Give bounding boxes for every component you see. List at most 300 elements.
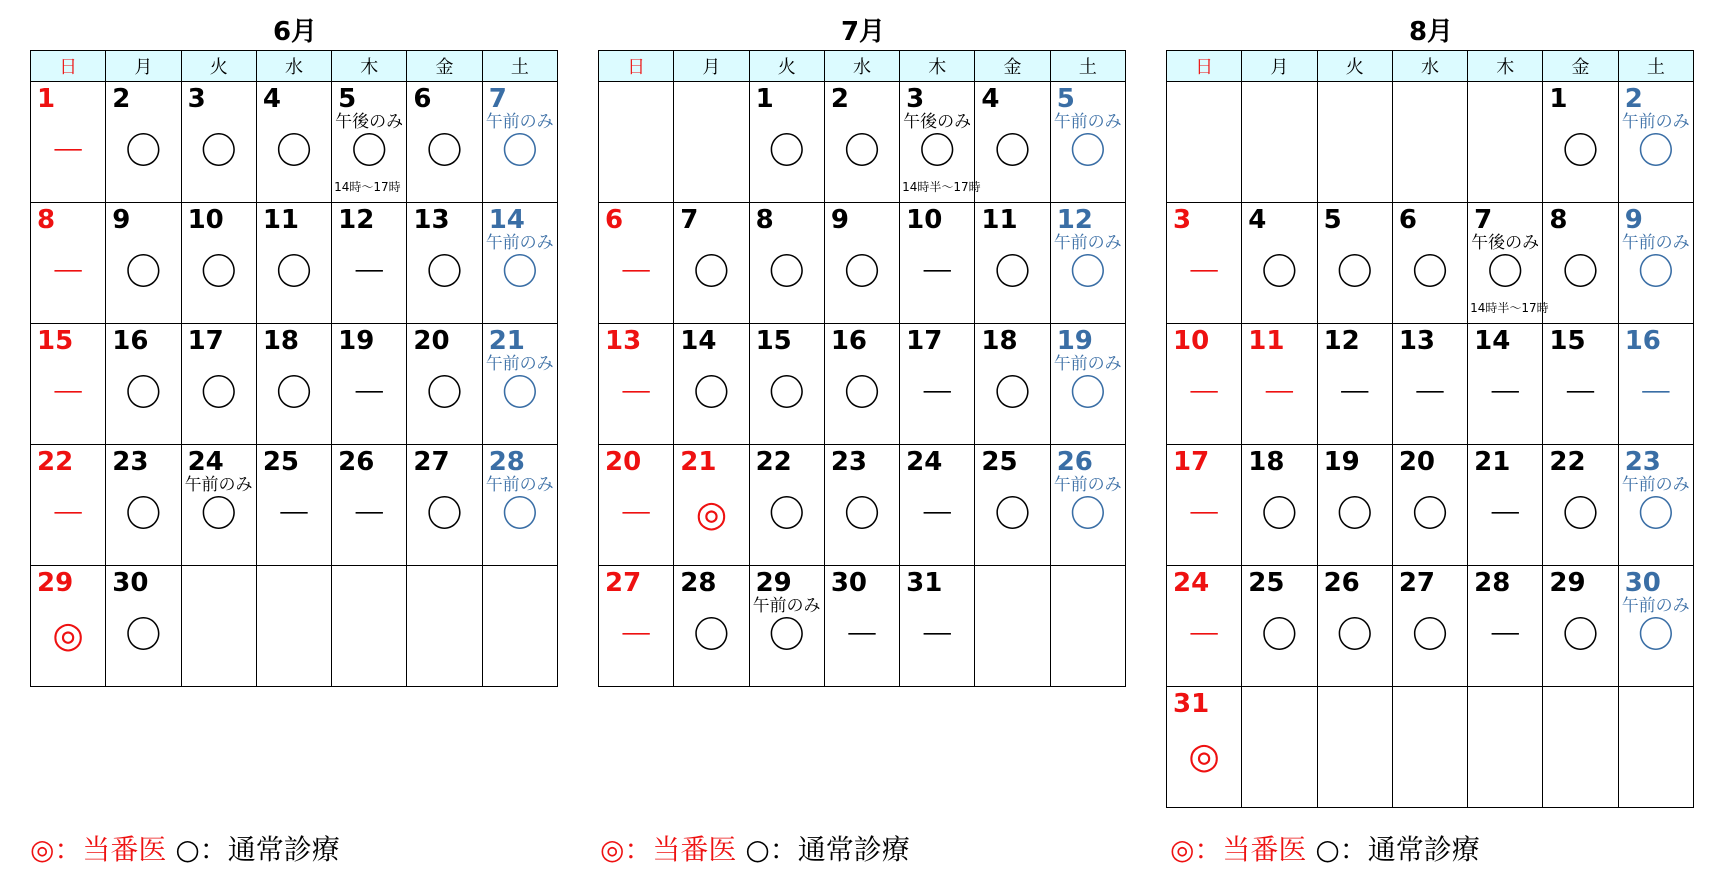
day-cell — [256, 82, 331, 203]
weekday-header: 日 — [599, 51, 674, 82]
day-number: 5 — [1323, 205, 1342, 235]
open-mark: 〇 — [125, 373, 162, 414]
month-title: 7月 — [840, 17, 886, 47]
day-cell — [407, 324, 482, 445]
day-cell — [1392, 445, 1467, 566]
open-mark: 〇 — [768, 494, 805, 535]
day-cell — [1618, 687, 1693, 808]
duty-mark: ◎ — [52, 615, 84, 656]
day-cell — [332, 324, 407, 445]
closed-mark: － — [1336, 373, 1373, 414]
day-number: 10 — [187, 205, 224, 235]
open-mark: 〇 — [1336, 494, 1373, 535]
day-cell — [407, 445, 482, 566]
open-mark: 〇 — [994, 494, 1031, 535]
open-mark: 〇 — [994, 373, 1031, 414]
weekday-header: 水 — [256, 51, 331, 82]
hours-note: 午後のみ — [335, 112, 404, 132]
day-cell — [1242, 82, 1317, 203]
day-number: 9 — [112, 205, 131, 235]
day-cell — [1242, 687, 1317, 808]
open-mark: 〇 — [768, 373, 805, 414]
day-number: 15 — [1549, 326, 1586, 356]
day-cell — [975, 82, 1050, 203]
day-number: 2 — [830, 84, 849, 114]
day-number: 11 — [262, 205, 300, 235]
open-mark: 〇 — [200, 373, 237, 414]
day-number: 12 — [1056, 205, 1093, 235]
day-cell — [599, 324, 674, 445]
closed-mark: － — [1637, 373, 1674, 414]
day-number: 6 — [1398, 205, 1417, 235]
day-cell — [1468, 82, 1543, 203]
day-number: 18 — [981, 326, 1018, 356]
day-cell — [1543, 445, 1618, 566]
day-cell — [749, 324, 824, 445]
day-cell — [674, 203, 749, 324]
day-number: 26 — [1056, 447, 1093, 477]
day-cell — [256, 203, 331, 324]
legend-normal: ○：通常診療 — [745, 833, 910, 866]
day-cell — [106, 203, 181, 324]
day-cell — [482, 203, 557, 324]
hours-note: 午前のみ — [1621, 233, 1690, 253]
day-number: 2 — [1624, 84, 1643, 114]
day-cell — [824, 203, 899, 324]
day-cell — [181, 566, 256, 687]
day-number: 11 — [981, 205, 1018, 235]
day-number: 15 — [755, 326, 792, 356]
open-mark: 〇 — [426, 252, 463, 293]
open-mark: 〇 — [1069, 252, 1106, 293]
day-cell — [1050, 445, 1125, 566]
month-title: 8月 — [1408, 17, 1454, 47]
open-mark: 〇 — [125, 615, 162, 656]
day-number: 21 — [1474, 447, 1511, 477]
open-mark: 〇 — [501, 131, 538, 172]
weekday-header: 土 — [1618, 51, 1693, 82]
week-row — [1167, 82, 1694, 203]
hours-note: 午前のみ — [1053, 112, 1122, 132]
closed-mark: － — [1487, 494, 1524, 535]
open-mark: 〇 — [843, 494, 880, 535]
open-mark: 〇 — [351, 131, 388, 172]
closed-mark: － — [50, 373, 87, 414]
open-mark: 〇 — [1411, 494, 1448, 535]
day-number: 30 — [112, 568, 149, 598]
week-row — [599, 445, 1126, 566]
hours-note: 午前のみ — [1621, 112, 1690, 132]
day-cell — [256, 566, 331, 687]
day-cell — [482, 324, 557, 445]
day-number: 23 — [112, 447, 149, 477]
week-row — [31, 82, 558, 203]
day-cell — [31, 203, 106, 324]
weekday-header: 月 — [674, 51, 749, 82]
closed-mark: － — [1562, 373, 1599, 414]
day-number: 15 — [37, 326, 74, 356]
day-number: 26 — [1323, 568, 1360, 598]
day-number: 17 — [1173, 447, 1210, 477]
day-cell — [599, 203, 674, 324]
week-row — [1167, 566, 1694, 687]
day-cell — [749, 82, 824, 203]
day-number: 28 — [488, 447, 525, 477]
day-number: 27 — [1398, 568, 1436, 598]
day-cell — [1543, 566, 1618, 687]
day-cell — [599, 82, 674, 203]
day-cell — [106, 82, 181, 203]
open-mark: 〇 — [501, 494, 538, 535]
hours-note: 午前のみ — [485, 354, 554, 374]
closed-mark: － — [919, 252, 956, 293]
day-cell — [1392, 687, 1467, 808]
weekday-header: 木 — [1468, 51, 1543, 82]
day-number: 22 — [755, 447, 792, 477]
hours-note: 午前のみ — [1621, 475, 1690, 495]
open-mark: 〇 — [1336, 615, 1373, 656]
day-cell — [900, 445, 975, 566]
day-number: 18 — [262, 326, 300, 356]
open-mark: 〇 — [994, 131, 1031, 172]
closed-mark: － — [275, 494, 312, 535]
day-cell — [1468, 566, 1543, 687]
open-mark: 〇 — [994, 252, 1031, 293]
day-cell — [1543, 82, 1618, 203]
day-number: 3 — [906, 84, 925, 114]
open-mark: 〇 — [1069, 131, 1106, 172]
week-row — [599, 82, 1126, 203]
closed-mark: － — [50, 131, 87, 172]
open-mark: 〇 — [200, 494, 237, 535]
day-cell — [106, 566, 181, 687]
day-number: 13 — [605, 326, 642, 356]
day-number: 26 — [338, 447, 375, 477]
day-cell — [181, 203, 256, 324]
hours-note: 午前のみ — [1053, 354, 1122, 374]
open-mark: 〇 — [1411, 252, 1448, 293]
day-cell — [106, 324, 181, 445]
day-number: 20 — [413, 326, 450, 356]
day-number: 31 — [1173, 689, 1210, 719]
day-number: 29 — [37, 568, 74, 598]
day-cell — [1618, 324, 1693, 445]
legend-normal: ○：通常診療 — [175, 833, 340, 866]
day-number: 31 — [906, 568, 943, 598]
day-number: 13 — [413, 205, 450, 235]
day-cell — [1618, 82, 1693, 203]
day-number: 28 — [680, 568, 717, 598]
day-cell — [1242, 324, 1317, 445]
open-mark: 〇 — [693, 615, 730, 656]
day-number: 13 — [1398, 326, 1436, 356]
day-cell — [749, 445, 824, 566]
hours-footnote: 14時半～17時 — [902, 180, 981, 194]
day-number: 5 — [1056, 84, 1075, 114]
week-row — [599, 203, 1126, 324]
legend-june — [30, 828, 340, 868]
day-number: 29 — [755, 568, 792, 598]
duty-mark: ◎ — [1188, 736, 1220, 777]
day-cell — [674, 566, 749, 687]
day-number: 8 — [1549, 205, 1568, 235]
open-mark: 〇 — [1562, 252, 1599, 293]
weekday-header: 月 — [106, 51, 181, 82]
day-number: 1 — [755, 84, 774, 114]
day-number: 23 — [1624, 447, 1661, 477]
day-cell — [332, 445, 407, 566]
day-cell — [31, 82, 106, 203]
day-number: 19 — [1056, 326, 1093, 356]
month-calendar — [1166, 14, 1696, 808]
hours-footnote: 14時～17時 — [334, 180, 401, 194]
day-cell — [1392, 203, 1467, 324]
day-cell — [1167, 203, 1242, 324]
open-mark: 〇 — [843, 373, 880, 414]
day-cell — [1543, 324, 1618, 445]
month-calendar — [598, 14, 1128, 687]
open-mark: 〇 — [125, 494, 162, 535]
hours-note: 午前のみ — [1053, 233, 1122, 253]
week-row — [1167, 687, 1694, 808]
day-number: 20 — [1398, 447, 1436, 477]
day-number: 24 — [187, 447, 224, 477]
open-mark: 〇 — [1562, 131, 1599, 172]
day-number: 24 — [906, 447, 943, 477]
day-number: 17 — [187, 326, 224, 356]
closed-mark: － — [1411, 373, 1448, 414]
day-number: 6 — [413, 84, 432, 114]
weekday-header: 火 — [181, 51, 256, 82]
day-cell — [674, 324, 749, 445]
day-number: 19 — [338, 326, 375, 356]
day-cell — [31, 566, 106, 687]
open-mark: 〇 — [275, 373, 312, 414]
day-number: 30 — [830, 568, 868, 598]
week-row — [1167, 445, 1694, 566]
day-cell — [1242, 566, 1317, 687]
week-row — [1167, 324, 1694, 445]
day-cell — [900, 203, 975, 324]
open-mark: 〇 — [275, 252, 312, 293]
day-number: 10 — [1173, 326, 1210, 356]
closed-mark: － — [50, 252, 87, 293]
week-row — [31, 445, 558, 566]
day-cell — [407, 82, 482, 203]
day-cell — [181, 445, 256, 566]
day-number: 3 — [187, 84, 206, 114]
day-cell — [975, 324, 1050, 445]
closed-mark: － — [618, 494, 655, 535]
day-cell — [975, 445, 1050, 566]
weekday-header: 木 — [900, 51, 975, 82]
weekday-header: 金 — [407, 51, 482, 82]
day-number: 25 — [981, 447, 1018, 477]
day-number: 12 — [1323, 326, 1360, 356]
day-cell — [1317, 82, 1392, 203]
calendar-grid — [1166, 50, 1694, 808]
hours-note: 午前のみ — [752, 596, 821, 616]
closed-mark: － — [1487, 373, 1524, 414]
day-number: 7 — [1474, 205, 1493, 235]
day-number: 9 — [1624, 205, 1643, 235]
closed-mark: － — [1186, 615, 1223, 656]
month-calendar — [30, 14, 560, 687]
day-cell — [1543, 203, 1618, 324]
day-number: 16 — [830, 326, 868, 356]
day-cell — [1050, 566, 1125, 687]
day-number: 4 — [981, 84, 1000, 114]
open-mark: 〇 — [501, 252, 538, 293]
day-cell — [1050, 82, 1125, 203]
open-mark: 〇 — [1261, 615, 1298, 656]
day-cell — [1317, 324, 1392, 445]
open-mark: 〇 — [1637, 252, 1674, 293]
day-cell — [975, 566, 1050, 687]
day-cell — [749, 203, 824, 324]
day-cell — [332, 82, 407, 203]
day-cell — [181, 82, 256, 203]
open-mark: 〇 — [1069, 494, 1106, 535]
day-cell — [1468, 687, 1543, 808]
day-cell — [106, 445, 181, 566]
closed-mark: － — [919, 494, 956, 535]
open-mark: 〇 — [1637, 615, 1674, 656]
week-row — [599, 324, 1126, 445]
day-cell — [31, 324, 106, 445]
day-number: 8 — [755, 205, 774, 235]
open-mark: 〇 — [426, 131, 463, 172]
day-number: 5 — [338, 84, 357, 114]
hours-note: 午前のみ — [485, 112, 554, 132]
day-number: 11 — [1248, 326, 1285, 356]
open-mark: 〇 — [1562, 615, 1599, 656]
closed-mark: － — [843, 615, 880, 656]
day-cell — [482, 82, 557, 203]
open-mark: 〇 — [1261, 494, 1298, 535]
open-mark: 〇 — [1069, 373, 1106, 414]
legend-august — [1170, 828, 1480, 868]
day-number: 27 — [605, 568, 642, 598]
open-mark: 〇 — [843, 252, 880, 293]
day-number: 18 — [1248, 447, 1285, 477]
hours-note: 午前のみ — [485, 233, 554, 253]
day-cell — [599, 445, 674, 566]
day-number: 16 — [1624, 326, 1661, 356]
day-cell — [674, 82, 749, 203]
closed-mark: － — [919, 615, 956, 656]
weekday-header: 火 — [749, 51, 824, 82]
legend-normal: ○：通常診療 — [1315, 833, 1480, 866]
open-mark: 〇 — [200, 131, 237, 172]
open-mark: 〇 — [1411, 615, 1448, 656]
day-cell — [1392, 324, 1467, 445]
day-cell — [1317, 687, 1392, 808]
day-cell — [407, 566, 482, 687]
day-cell — [332, 203, 407, 324]
day-number: 8 — [37, 205, 56, 235]
open-mark: 〇 — [1562, 494, 1599, 535]
day-number: 14 — [1474, 326, 1511, 356]
open-mark: 〇 — [275, 131, 312, 172]
open-mark: 〇 — [125, 252, 162, 293]
day-cell — [332, 566, 407, 687]
day-number: 29 — [1549, 568, 1586, 598]
day-number: 30 — [1624, 568, 1661, 598]
open-mark: 〇 — [1487, 252, 1524, 293]
day-cell — [900, 566, 975, 687]
closed-mark: － — [919, 373, 956, 414]
open-mark: 〇 — [125, 131, 162, 172]
day-cell — [674, 445, 749, 566]
day-cell — [1543, 687, 1618, 808]
day-number: 25 — [262, 447, 300, 477]
day-cell — [824, 324, 899, 445]
week-row — [31, 566, 558, 687]
legend-duty: ◎：当番医 — [600, 833, 737, 866]
closed-mark: － — [50, 494, 87, 535]
day-number: 3 — [1173, 205, 1192, 235]
day-number: 9 — [830, 205, 849, 235]
closed-mark: － — [1487, 615, 1524, 656]
day-cell — [256, 324, 331, 445]
closed-mark: － — [618, 615, 655, 656]
day-number: 28 — [1474, 568, 1511, 598]
day-cell — [900, 82, 981, 203]
day-cell — [1050, 324, 1125, 445]
hours-note: 午後のみ — [903, 112, 972, 132]
open-mark: 〇 — [768, 131, 805, 172]
hours-note: 午前のみ — [184, 475, 253, 495]
week-row — [1167, 203, 1694, 324]
day-number: 12 — [338, 205, 375, 235]
open-mark: 〇 — [1261, 252, 1298, 293]
weekday-header: 日 — [31, 51, 106, 82]
day-number: 2 — [112, 84, 131, 114]
day-number: 21 — [680, 447, 717, 477]
day-cell — [31, 445, 106, 566]
closed-mark: － — [618, 373, 655, 414]
day-number: 20 — [605, 447, 642, 477]
open-mark: 〇 — [768, 615, 805, 656]
day-number: 10 — [906, 205, 943, 235]
day-number: 24 — [1173, 568, 1210, 598]
open-mark: 〇 — [768, 252, 805, 293]
day-number: 25 — [1248, 568, 1285, 598]
open-mark: 〇 — [1637, 131, 1674, 172]
hours-footnote: 14時半～17時 — [1470, 301, 1549, 315]
day-number: 19 — [1323, 447, 1360, 477]
day-cell — [1618, 203, 1693, 324]
day-number: 1 — [1549, 84, 1568, 114]
day-cell — [1167, 445, 1242, 566]
closed-mark: － — [1186, 252, 1223, 293]
open-mark: 〇 — [200, 252, 237, 293]
closed-mark: － — [351, 373, 388, 414]
day-number: 4 — [262, 84, 281, 114]
day-cell — [975, 203, 1050, 324]
day-cell — [1317, 203, 1392, 324]
day-cell — [1050, 203, 1125, 324]
closed-mark: － — [351, 494, 388, 535]
open-mark: 〇 — [426, 373, 463, 414]
duty-mark: ◎ — [695, 494, 728, 535]
open-mark: 〇 — [693, 373, 730, 414]
weekday-header: 金 — [1543, 51, 1618, 82]
closed-mark: － — [1186, 494, 1223, 535]
week-row — [31, 203, 558, 324]
day-cell — [1167, 82, 1242, 203]
